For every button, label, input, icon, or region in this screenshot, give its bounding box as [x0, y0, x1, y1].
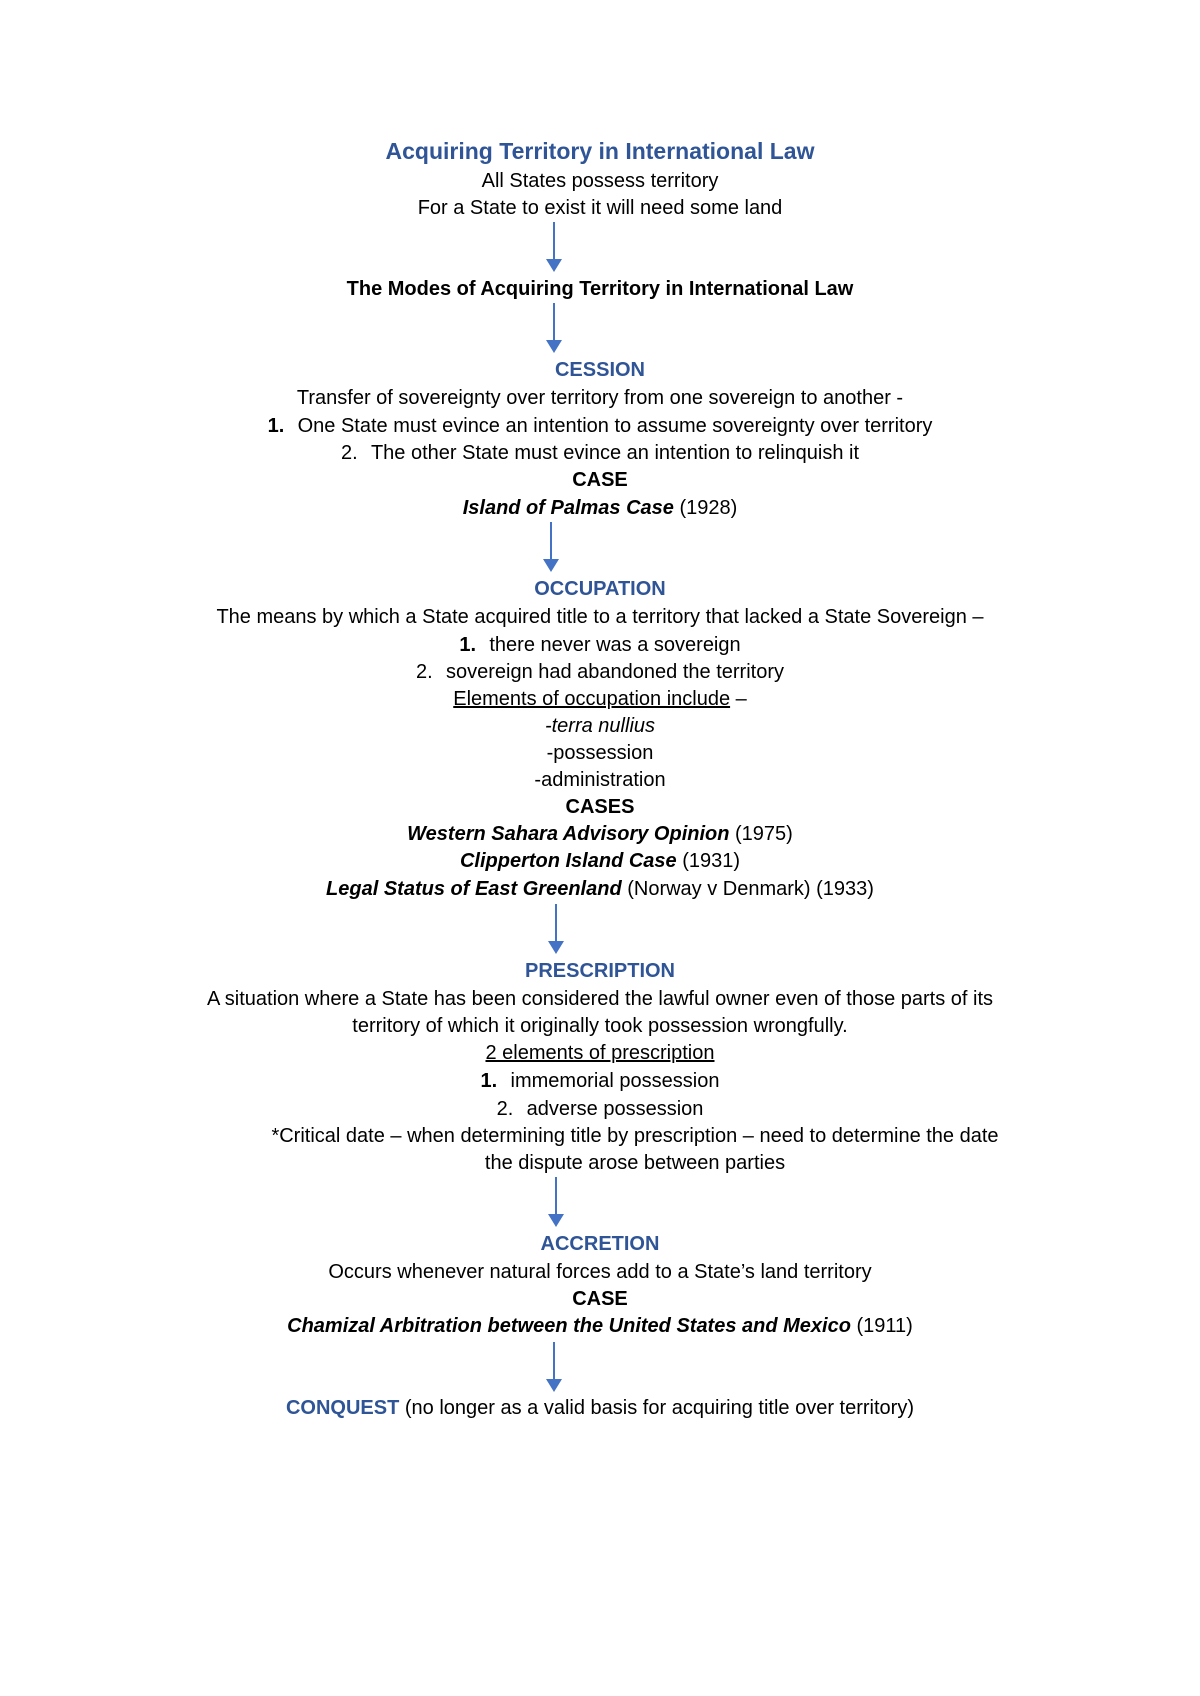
occupation-heading: OCCUPATION — [534, 578, 666, 600]
elements-label-dash: – — [730, 688, 747, 710]
case-name: Legal Status of East Greenland — [326, 878, 622, 900]
flow-arrow-1 — [544, 222, 564, 272]
flow-arrow-4 — [546, 904, 566, 954]
cession-case-label: CASE — [572, 469, 628, 491]
case-name: Western Sahara Advisory Opinion — [407, 823, 730, 845]
list-text: The other State must evince an intention to relinquish it — [370, 442, 860, 464]
case-year: (Norway v Denmark) (1933) — [621, 878, 874, 900]
occupation-description: The means by which a State acquired title to a territory that lacked a State Sovereign – — [216, 606, 984, 628]
list-number: 1. — [459, 634, 477, 656]
list-text: One State must evince an intention to assume sovereignty over territory — [297, 415, 933, 437]
case-name: Chamizal Arbitration between the United States and Mexico — [287, 1315, 851, 1337]
occupation-case-2 — [0, 847, 1200, 875]
accretion-heading: ACCRETION — [540, 1233, 660, 1255]
list-text: adverse possession — [526, 1098, 704, 1120]
conquest-note: (no longer as a valid basis for acquiring title over territory) — [399, 1397, 914, 1419]
cession-item-1 — [0, 412, 1200, 440]
list-text: there never was a sovereign — [489, 634, 741, 656]
accretion-case — [0, 1312, 1200, 1340]
occupation-element-2: -possession — [546, 742, 654, 764]
occupation-cases-label: CASES — [565, 796, 635, 818]
cession-heading: CESSION — [554, 359, 646, 381]
modes-heading: The Modes of Acquiring Territory in International Law — [346, 278, 854, 300]
case-name: Island of Palmas Case — [462, 497, 674, 519]
list-text: immemorial possession — [510, 1070, 720, 1092]
intro-line-1: All States possess territory — [481, 170, 719, 192]
page-title: Acquiring Territory in International Law — [385, 138, 815, 164]
prescription-elements-label — [0, 1039, 1200, 1067]
prescription-description-2: territory of which it originally took possession wrongfully. — [352, 1015, 848, 1037]
occupation-element-1: -terra nullius — [544, 715, 656, 737]
occupation-elements-label — [0, 685, 1200, 713]
list-number: 1. — [480, 1070, 498, 1092]
prescription-note-2: the dispute arose between parties — [484, 1152, 786, 1174]
accretion-case-label: CASE — [572, 1288, 628, 1310]
case-name: Clipperton Island Case — [459, 850, 677, 872]
case-year: (1928) — [673, 497, 738, 519]
prescription-item-2 — [0, 1095, 1200, 1123]
cession-case — [0, 494, 1200, 522]
conquest-heading: CONQUEST — [285, 1397, 400, 1419]
prescription-description-1: A situation where a State has been considered the lawful owner even of those parts of its — [206, 988, 994, 1010]
cession-item-2 — [0, 439, 1200, 467]
flow-arrow-2 — [544, 303, 564, 353]
elements-label-text: Elements of occupation include — [453, 688, 731, 710]
occupation-item-2 — [0, 658, 1200, 686]
occupation-case-3 — [0, 875, 1200, 903]
flow-arrow-3 — [541, 522, 561, 572]
case-year: (1931) — [676, 850, 741, 872]
list-number: 2. — [340, 442, 358, 464]
list-number: 2. — [415, 661, 433, 683]
list-number: 2. — [496, 1098, 514, 1120]
occupation-item-1 — [0, 631, 1200, 659]
list-text: sovereign had abandoned the territory — [445, 661, 784, 683]
elements-label-text: 2 elements of prescription — [485, 1042, 715, 1064]
occupation-element-3: -administration — [534, 769, 666, 791]
prescription-item-1 — [0, 1067, 1200, 1095]
prescription-heading: PRESCRIPTION — [524, 960, 676, 982]
prescription-note-1: *Critical date – when determining title by prescription – need to determine the date — [271, 1125, 999, 1147]
accretion-description: Occurs whenever natural forces add to a State’s land territory — [328, 1261, 872, 1283]
cession-description: Transfer of sovereignty over territory from one sovereign to another - — [296, 387, 904, 409]
flow-arrow-5 — [546, 1177, 566, 1227]
case-year: (1911) — [850, 1315, 913, 1337]
conquest-line — [0, 1394, 1200, 1422]
flow-arrow-6 — [544, 1342, 564, 1392]
case-year: (1975) — [729, 823, 793, 845]
list-number: 1. — [267, 415, 285, 437]
intro-line-2: For a State to exist it will need some land — [417, 197, 783, 219]
occupation-case-1 — [0, 820, 1200, 848]
